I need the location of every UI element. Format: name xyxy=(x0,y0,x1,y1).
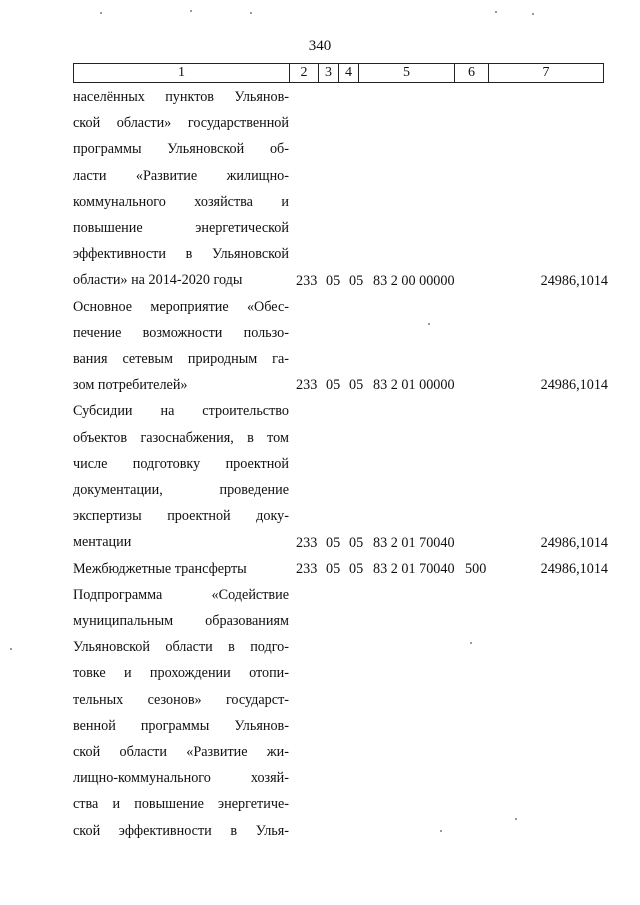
section-code: 05 xyxy=(326,560,341,577)
scan-speck xyxy=(10,648,12,650)
amount: 24986,1014 xyxy=(540,534,608,551)
description-line: повышение энергетической xyxy=(73,220,289,237)
scan-speck xyxy=(532,13,534,15)
table-row xyxy=(73,582,613,844)
description-line: ласти «Развитие жилищно- xyxy=(73,167,289,184)
header-col-6: 6 xyxy=(455,64,489,83)
row-description xyxy=(73,84,289,294)
description-line: программы Ульяновской об- xyxy=(73,141,289,158)
ministry-code: 233 xyxy=(296,560,318,577)
row-values xyxy=(73,372,613,398)
description-line: ской эффективности в Улья- xyxy=(73,822,289,839)
description-line: объектов газоснабжения, в том xyxy=(73,429,289,446)
amount: 24986,1014 xyxy=(540,272,608,289)
description-line: коммунального хозяйства и xyxy=(73,193,289,210)
header-col-2: 2 xyxy=(290,64,319,83)
scan-speck xyxy=(495,11,497,13)
description-line: ской области» государственной xyxy=(73,115,289,132)
table-row xyxy=(73,556,613,582)
header-col-5: 5 xyxy=(359,64,455,83)
scan-speck xyxy=(190,10,192,12)
amount: 24986,1014 xyxy=(540,560,608,577)
row-values xyxy=(73,556,613,582)
description-line: Ульяновской области в подго- xyxy=(73,639,289,656)
row-values xyxy=(73,268,613,294)
description-line: лищно-коммунального хозяй- xyxy=(73,770,289,787)
scan-speck xyxy=(440,830,442,832)
subsection-code: 05 xyxy=(349,272,364,289)
description-line: области» на 2014-2020 годы xyxy=(73,272,243,289)
table-row xyxy=(73,84,613,294)
description-line: венной программы Ульянов- xyxy=(73,717,289,734)
header-col-3: 3 xyxy=(319,64,339,83)
ministry-code: 233 xyxy=(296,272,318,289)
description-line: вания сетевым природным га- xyxy=(73,351,289,368)
description-line: товке и прохождении отопи- xyxy=(73,665,289,682)
description-line: печение возможности пользо- xyxy=(73,324,289,341)
description-line: ментации xyxy=(73,534,132,551)
description-line: Основное мероприятие «Обес- xyxy=(73,298,289,315)
section-code: 05 xyxy=(326,377,341,394)
description-line: экспертизы проектной доку- xyxy=(73,508,289,525)
description-line: Межбюджетные трансферты xyxy=(73,560,247,577)
description-line: эффективности в Ульяновской xyxy=(73,246,289,263)
scan-speck xyxy=(470,642,472,644)
target-article-code: 83 2 01 00000 xyxy=(373,377,455,394)
budget-table-body xyxy=(73,84,613,844)
scan-speck xyxy=(250,12,252,14)
description-line: Подпрограмма «Содействие xyxy=(73,586,289,603)
expense-type-code: 500 xyxy=(465,560,487,577)
table-row xyxy=(73,294,613,399)
header-col-1: 1 xyxy=(74,64,290,83)
scan-speck xyxy=(428,323,430,325)
column-header-row xyxy=(73,63,604,83)
description-line: тельных сезонов» государст- xyxy=(73,691,289,708)
description-line: числе подготовку проектной xyxy=(73,455,289,472)
scan-speck xyxy=(100,12,102,14)
target-article-code: 83 2 01 70040 xyxy=(373,560,455,577)
header-col-7: 7 xyxy=(489,64,604,83)
subsection-code: 05 xyxy=(349,560,364,577)
header-col-4: 4 xyxy=(339,64,359,83)
page-number: 340 xyxy=(308,38,332,54)
ministry-code: 233 xyxy=(296,534,318,551)
description-line: Субсидии на строительство xyxy=(73,403,289,420)
subsection-code: 05 xyxy=(349,377,364,394)
scan-speck xyxy=(515,818,517,820)
description-line: документации, проведение xyxy=(73,482,289,499)
section-code: 05 xyxy=(326,272,341,289)
subsection-code: 05 xyxy=(349,534,364,551)
description-line: населённых пунктов Ульянов- xyxy=(73,89,289,105)
section-code: 05 xyxy=(326,534,341,551)
target-article-code: 83 2 01 70040 xyxy=(373,534,455,551)
ministry-code: 233 xyxy=(296,377,318,394)
row-values xyxy=(73,530,613,556)
description-line: муниципальным образованиям xyxy=(73,613,289,630)
amount: 24986,1014 xyxy=(540,377,608,394)
target-article-code: 83 2 00 00000 xyxy=(373,272,455,289)
description-line: ской области «Развитие жи- xyxy=(73,744,289,761)
description-line: ства и повышение энергетиче- xyxy=(73,796,289,813)
table-row xyxy=(73,398,613,555)
row-description xyxy=(73,582,289,844)
description-line: зом потребителей» xyxy=(73,377,188,394)
